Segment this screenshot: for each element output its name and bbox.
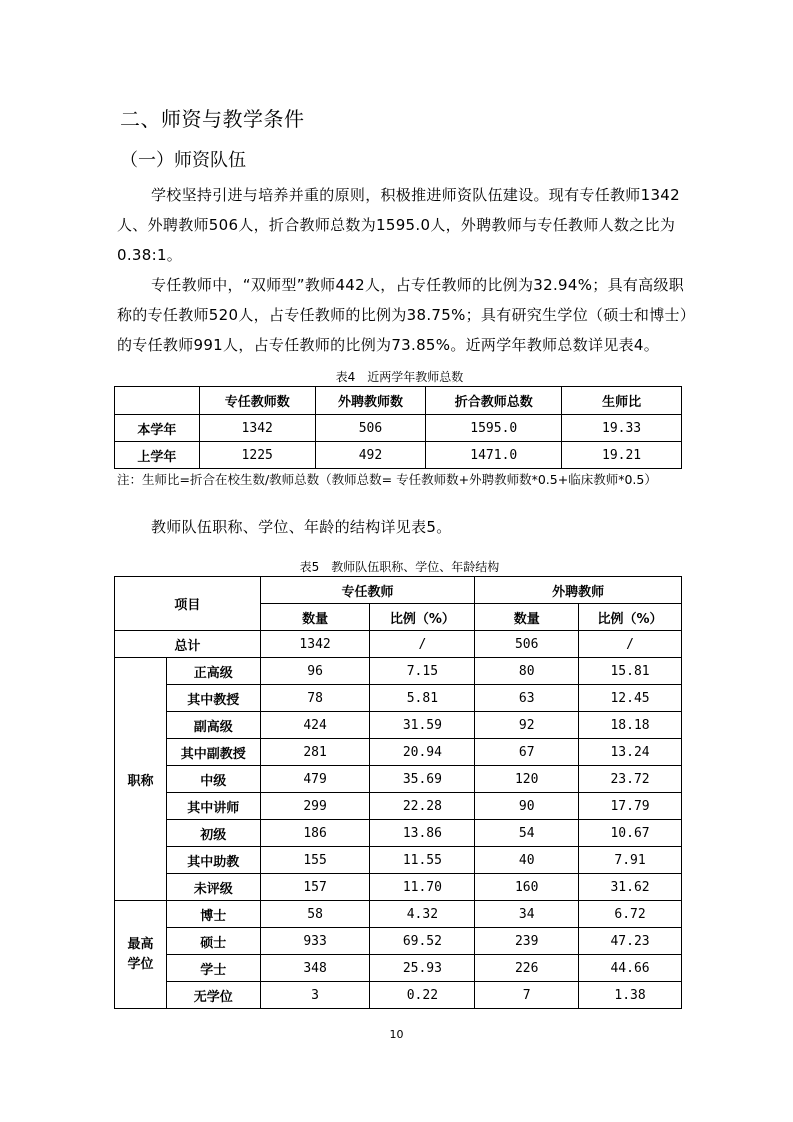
table5-cell: 12.45 [579,685,682,712]
table4-cell: 1595.0 [426,415,562,442]
table5-row [115,955,682,982]
table5-cell: 31.62 [579,874,682,901]
table5-cell: 20.94 [370,739,475,766]
total-row [115,631,682,658]
table5-cell: 160 [475,874,579,901]
body-text [117,180,689,360]
table5-cell: 226 [475,955,579,982]
table5-cell: / [370,631,475,658]
paragraph-1: 学校坚持引进与培养并重的原则，积极推进师资队伍建设。现有专任教师1342人、外聘教师506人，折合教师总数为1595.0人，外聘教师与专任教师人数之比为0.38:1。 [117,186,680,264]
table5-cell: 17.79 [579,793,682,820]
table5-cell: 69.52 [370,928,475,955]
table5-cell: 11.55 [370,847,475,874]
table4-cell: 1471.0 [426,442,562,469]
table5-cell: 40 [475,847,579,874]
table4-header-cell: 生师比 [562,387,682,415]
item-header: 项目 [115,577,261,631]
table4-row-label: 上学年 [115,442,200,469]
table5-cell: 506 [475,631,579,658]
table5-cell: 10.67 [579,820,682,847]
table5-row [115,820,682,847]
table5-cell: 92 [475,712,579,739]
table5 [114,576,682,1009]
row-label: 初级 [166,820,260,847]
table5-row [115,847,682,874]
title-group-label: 职称 [115,658,167,901]
table5-row [115,658,682,685]
table5-cell: 157 [260,874,370,901]
table4-note: 注：生师比=折合在校生数/教师总数（教师总数= 专任教师数+外聘教师数*0.5+临床教师*0.5） [117,472,657,487]
table5-cell: 5.81 [370,685,475,712]
table5-cell: 120 [475,766,579,793]
table5-cell: 424 [260,712,370,739]
row-label: 正高级 [166,658,260,685]
table4-cell: 492 [315,442,426,469]
table5-cell: 7.15 [370,658,475,685]
count-header: 数量 [260,604,370,631]
table4-header-cell: 折合教师总数 [426,387,562,415]
degree-group-label: 最高 学位 [115,901,167,1009]
table5-row [115,793,682,820]
table4-row [115,415,682,442]
table4-header-row [115,387,682,415]
table5-cell: 281 [260,739,370,766]
row-label: 其中副教授 [166,739,260,766]
row-label: 副高级 [166,712,260,739]
row-label: 其中讲师 [166,793,260,820]
table4-row [115,442,682,469]
table5-cell: 47.23 [579,928,682,955]
page-number: 10 [389,1028,404,1041]
ratio-header: 比例（%） [370,604,475,631]
subsection-heading: （一）师资队伍 [120,150,246,171]
table5-cell: 54 [475,820,579,847]
table4-cell: 1342 [199,415,315,442]
table5-cell: 348 [260,955,370,982]
body-text-2 [117,512,689,542]
table5-cell: 3 [260,982,370,1009]
table5-row [115,928,682,955]
table5-row [115,874,682,901]
table5-cell: 0.22 [370,982,475,1009]
table5-row [115,766,682,793]
table5-cell: 23.72 [579,766,682,793]
table5-cell: 239 [475,928,579,955]
table5-row [115,712,682,739]
row-label: 学士 [166,955,260,982]
table5-cell: 4.32 [370,901,475,928]
paragraph-2: 专任教师中，“双师型”教师442人，占专任教师的比例为32.94%；具有高级职称的专任教师520人，占专任教师的比例为38.75%；具有研究生学位（硕士和博士）的专任教师991人，占专任教师的比例为73.85%。近两学年教师总数详见表4。 [117,276,688,354]
table5-cell: 25.93 [370,955,475,982]
table5-cell: 155 [260,847,370,874]
table5-cell: 11.70 [370,874,475,901]
table5-cell: 479 [260,766,370,793]
table4 [114,386,682,469]
table5-cell: 933 [260,928,370,955]
table5-header-row [115,577,682,604]
table4-header-cell: 专任教师数 [199,387,315,415]
row-label: 未评级 [166,874,260,901]
table5-cell: 35.69 [370,766,475,793]
table4-cell: 506 [315,415,426,442]
table4-caption: 表4 近两学年教师总数 [335,370,464,384]
count-header: 数量 [475,604,579,631]
table5-cell: / [579,631,682,658]
table5-cell: 90 [475,793,579,820]
group-header-fulltime: 专任教师 [260,577,475,604]
row-label: 其中助教 [166,847,260,874]
ratio-header: 比例（%） [579,604,682,631]
total-label: 总计 [115,631,261,658]
table5-cell: 44.66 [579,955,682,982]
table5-row [115,982,682,1009]
table5-row [115,901,682,928]
table5-cell: 1.38 [579,982,682,1009]
table4-header-cell [115,387,200,415]
table5-cell: 18.18 [579,712,682,739]
table4-row-label: 本学年 [115,415,200,442]
group-header-external: 外聘教师 [475,577,682,604]
row-label: 其中教授 [166,685,260,712]
table5-row [115,739,682,766]
table5-cell: 34 [475,901,579,928]
row-label: 博士 [166,901,260,928]
row-label: 中级 [166,766,260,793]
table5-cell: 67 [475,739,579,766]
table5-cell: 186 [260,820,370,847]
table5-cell: 96 [260,658,370,685]
table5-caption: 表5 教师队伍职称、学位、年龄结构 [299,560,500,574]
table5-cell: 1342 [260,631,370,658]
table5-cell: 31.59 [370,712,475,739]
table5-cell: 78 [260,685,370,712]
table5-cell: 15.81 [579,658,682,685]
table5-cell: 6.72 [579,901,682,928]
row-label: 硕士 [166,928,260,955]
table5-cell: 13.24 [579,739,682,766]
table5-cell: 299 [260,793,370,820]
table5-cell: 7 [475,982,579,1009]
section-heading: 二、师资与教学条件 [120,107,305,131]
table4-cell: 1225 [199,442,315,469]
table5-cell: 13.86 [370,820,475,847]
table4-cell: 19.33 [562,415,682,442]
paragraph-3: 教师队伍职称、学位、年龄的结构详见表5。 [151,518,452,536]
table5-cell: 58 [260,901,370,928]
table5-row [115,685,682,712]
table5-cell: 22.28 [370,793,475,820]
table5-cell: 80 [475,658,579,685]
table5-cell: 63 [475,685,579,712]
row-label: 无学位 [166,982,260,1009]
table4-cell: 19.21 [562,442,682,469]
table4-header-cell: 外聘教师数 [315,387,426,415]
table5-cell: 7.91 [579,847,682,874]
